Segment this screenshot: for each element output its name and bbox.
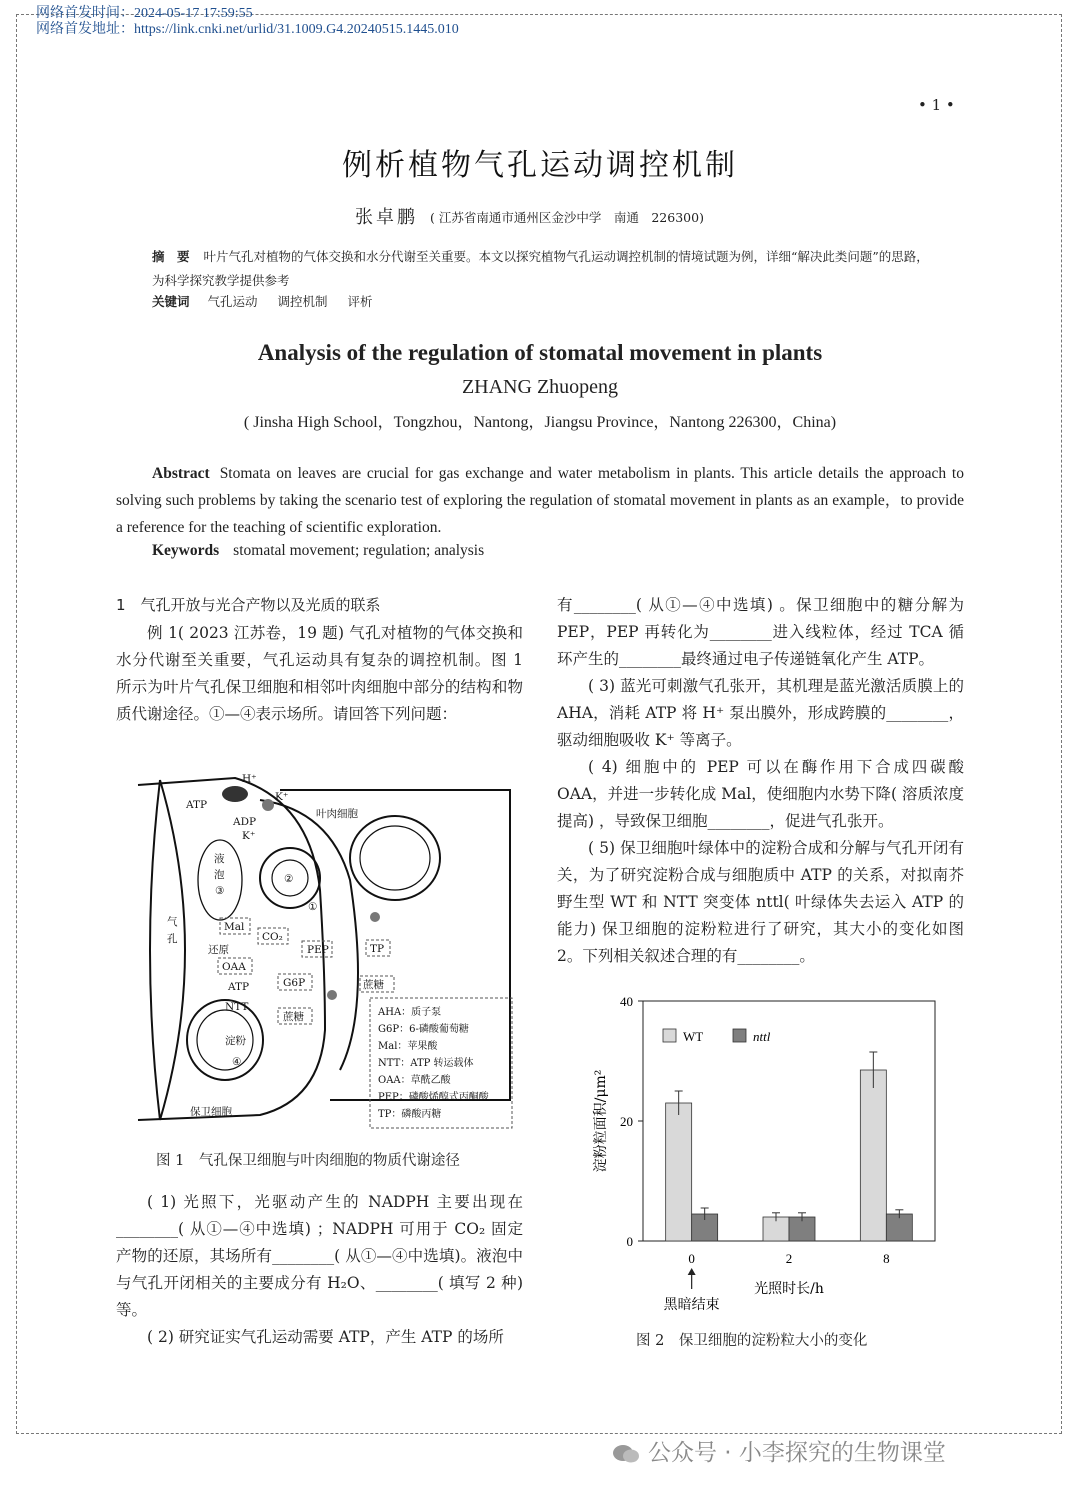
left-column-top (116, 620, 523, 728)
y-axis-label: 淀粉粒面积/μm² (593, 1069, 609, 1173)
label-ntt: NTT (225, 1001, 249, 1013)
affiliation-en: ( Jinsha High School，Tongzhou，Nantong，Jiangsu Province，Nantong 226300，China) (243, 414, 837, 431)
header-publish-url[interactable]: 网络首发地址：https://link.cnki.net/urlid/31.1009.G4.20240515.1445.010 (36, 22, 459, 37)
label-atp-top: ATP (186, 799, 208, 811)
label-stoma-2: 孔 (167, 933, 178, 945)
label-vacuole-1: 液 (214, 853, 225, 865)
wechat-icon (612, 1443, 640, 1465)
question-5: ( 5) 保卫细胞叶绿体中的淀粉合成和分解与气孔开闭有关，为了研究淀粉合成与细胞质中 ATP 的关系，对拟南芥野生型 WT 和 NTT 突变体 nttl( 叶绿体失去运入 ATP 的能力) 保卫细胞的淀粉粒进行了研究，其大小的变化如图 2。下列相关叙述合理的有________。 (557, 839, 964, 965)
watermark-text: 公众号 · 小李探究的生物课堂 (648, 1440, 946, 1466)
legend-aha: AHA：质子泵 (378, 1007, 442, 1018)
paper-title-en: Analysis of the regulation of stomatal movement in plants (257, 340, 823, 365)
label-site-1: ① (308, 901, 318, 913)
label-k-mid: K⁺ (242, 830, 256, 842)
abstract-en-text: Stomata on leaves are crucial for gas exchange and water metabolism in plants. This article details the approach to solving such problems by taking the scenario test of exploring the regulation of stomatal movement in plants as an example，to provide a reference for the teaching of scientific exploration. (116, 465, 964, 536)
label-site-2: ② (284, 873, 294, 885)
author-en: ZHANG Zhuopeng (461, 376, 619, 398)
legend-oaa: OAA：草酰乙酸 (378, 1075, 451, 1086)
figure-1-diagram (120, 770, 530, 1130)
question-2-start: ( 2) 研究证实气孔运动需要 ATP，产生 ATP 的场所 (147, 1328, 504, 1346)
question-2-continued: 有________( 从①—④中选填) 。保卫细胞中的糖分解为 PEP，PEP 再转化为________进入线粒体，经过 TCA 循环产生的________最终通过电子传递链氧化产生 ATP。 (557, 596, 964, 668)
abstract-cn-text: 叶片气孔对植物的气体交换和水分代谢至关重要。本文以探究植物气孔运动调控机制的情境试题为例，详细“解决此类问题”的思路，为科学探究教学提供参考 (152, 249, 929, 288)
legend-label: WT (683, 1029, 704, 1044)
affiliation-cn: ( 江苏省南通市通州区金沙中学 南通 226300) (430, 210, 704, 225)
y-tick-label: 40 (620, 994, 633, 1009)
abstract-cn-label: 摘 要 (152, 249, 190, 264)
header-publish-time: 网络首发时间：2024-05-17 17:59:55 (36, 6, 253, 21)
label-site-3: ③ (215, 885, 225, 897)
label-pep: PEP (307, 944, 329, 956)
label-vacuole-2: 泡 (214, 869, 225, 881)
keywords-cn-label: 关键词 (152, 294, 190, 309)
keywords-cn (152, 292, 389, 310)
label-guard-cell: 保卫细胞 (190, 1106, 232, 1118)
section-1-title: 1 气孔开放与光合产物以及光质的联系 (116, 596, 381, 614)
keywords-en-label: Keywords (152, 542, 220, 559)
label-tp: TP (370, 943, 385, 955)
label-g6p: G6P (283, 977, 306, 989)
keyword-cn: 气孔运动 (207, 294, 258, 309)
bar-WT (860, 1070, 886, 1241)
keywords-en-text: stomatal movement; regulation; analysis (233, 542, 485, 559)
label-h-ion: H⁺ (242, 773, 257, 785)
question-4: ( 4) 细胞中的 PEP 可以在酶作用下合成四碳酸 OAA，并进一步转化成 Mal，使细胞内水势下降( 溶质浓度提高) ，导致保卫细胞________，促进气孔张开。 (557, 758, 964, 830)
paper-title-cn: 例析植物气孔运动调控机制 (342, 148, 738, 183)
arrow-head (688, 1268, 696, 1275)
keywords-en (152, 542, 484, 560)
label-sucrose-1: 蔗糖 (363, 979, 384, 991)
abstract-en-label: Abstract (152, 465, 210, 482)
label-atp-2: ATP (228, 981, 250, 993)
keyword-cn: 评析 (347, 294, 373, 309)
x-tick-label: 2 (785, 1251, 793, 1266)
figure-2-caption: 图 2 保卫细胞的淀粉粒大小的变化 (636, 1333, 868, 1349)
example-1-intro: 例 1( 2023 江苏卷，19 题) 气孔对植物的气体交换和水分代谢至关重要，气孔运动具有复杂的调控机制。图 1 所示为叶片气孔保卫细胞和相邻叶肉细胞中部分的结构和物质代谢途径。①—④表示场所。请回答下列问题： (116, 624, 523, 723)
x-tick-label: 0 (688, 1251, 695, 1266)
question-3: ( 3) 蓝光可刺激气孔张开，其机理是蓝光激活质膜上的 AHA，消耗 ATP 将 H⁺ 泵出膜外，形成跨膜的________，驱动细胞吸收 K⁺ 等离子。 (557, 677, 964, 749)
legend-swatch (663, 1029, 676, 1042)
bar-WT (666, 1103, 692, 1241)
label-site-4: ④ (232, 1056, 242, 1068)
legend-label: nttl (753, 1029, 771, 1044)
right-column (557, 592, 964, 970)
y-tick-label: 20 (620, 1114, 633, 1129)
abstract-en (116, 460, 964, 541)
author-cn: 张卓鹏 (355, 207, 418, 228)
watermark (612, 1434, 946, 1467)
label-stoma-1: 气 (167, 916, 178, 928)
page-number: • 1 • (918, 96, 955, 114)
legend-tp: TP：磷酸丙糖 (378, 1109, 442, 1120)
legend-mal: Mal：苹果酸 (378, 1041, 438, 1052)
y-tick-label: 0 (626, 1234, 633, 1249)
label-mesophyll-cell: 叶肉细胞 (316, 808, 358, 820)
keyword-cn: 调控机制 (277, 294, 328, 309)
legend-g6p: G6P：6-磷酸葡萄糖 (378, 1024, 469, 1035)
label-oaa: OAA (222, 961, 246, 973)
label-mal: Mal (224, 921, 245, 933)
label-reduce: 还原 (208, 944, 229, 956)
left-column-bottom (116, 1189, 523, 1351)
x-tick-label: 8 (883, 1251, 890, 1266)
legend-ntt: NTT：ATP 转运载体 (378, 1058, 474, 1069)
x-axis-label: 光照时长/h (754, 1281, 824, 1297)
figure-1-caption: 图 1 气孔保卫细胞与叶肉细胞的物质代谢途径 (156, 1153, 460, 1169)
dark-end-label: 黑暗结束 (663, 1297, 720, 1313)
label-starch: 淀粉 (225, 1035, 246, 1047)
label-adp: ADP (233, 816, 257, 828)
label-k-top: K⁺ (275, 791, 289, 803)
question-1: ( 1) 光照下，光驱动产生的 NADPH 主要出现在________( 从①—④中选填) ；NADPH 可用于 CO₂ 固定产物的还原，其场所有________( 从①—④中选填)。液泡中与气孔开闭相关的主要成分有 H₂O、________( 填写 2 种) 等。 (116, 1193, 523, 1319)
legend-pep: PEP：磷酸烯醇式丙酮酸 (378, 1092, 489, 1103)
label-co2: CO₂ (262, 931, 283, 943)
abstract-cn (152, 245, 932, 293)
label-sucrose-2: 蔗糖 (283, 1011, 304, 1023)
legend-swatch (733, 1029, 746, 1042)
figure-2-chart (585, 985, 965, 1325)
